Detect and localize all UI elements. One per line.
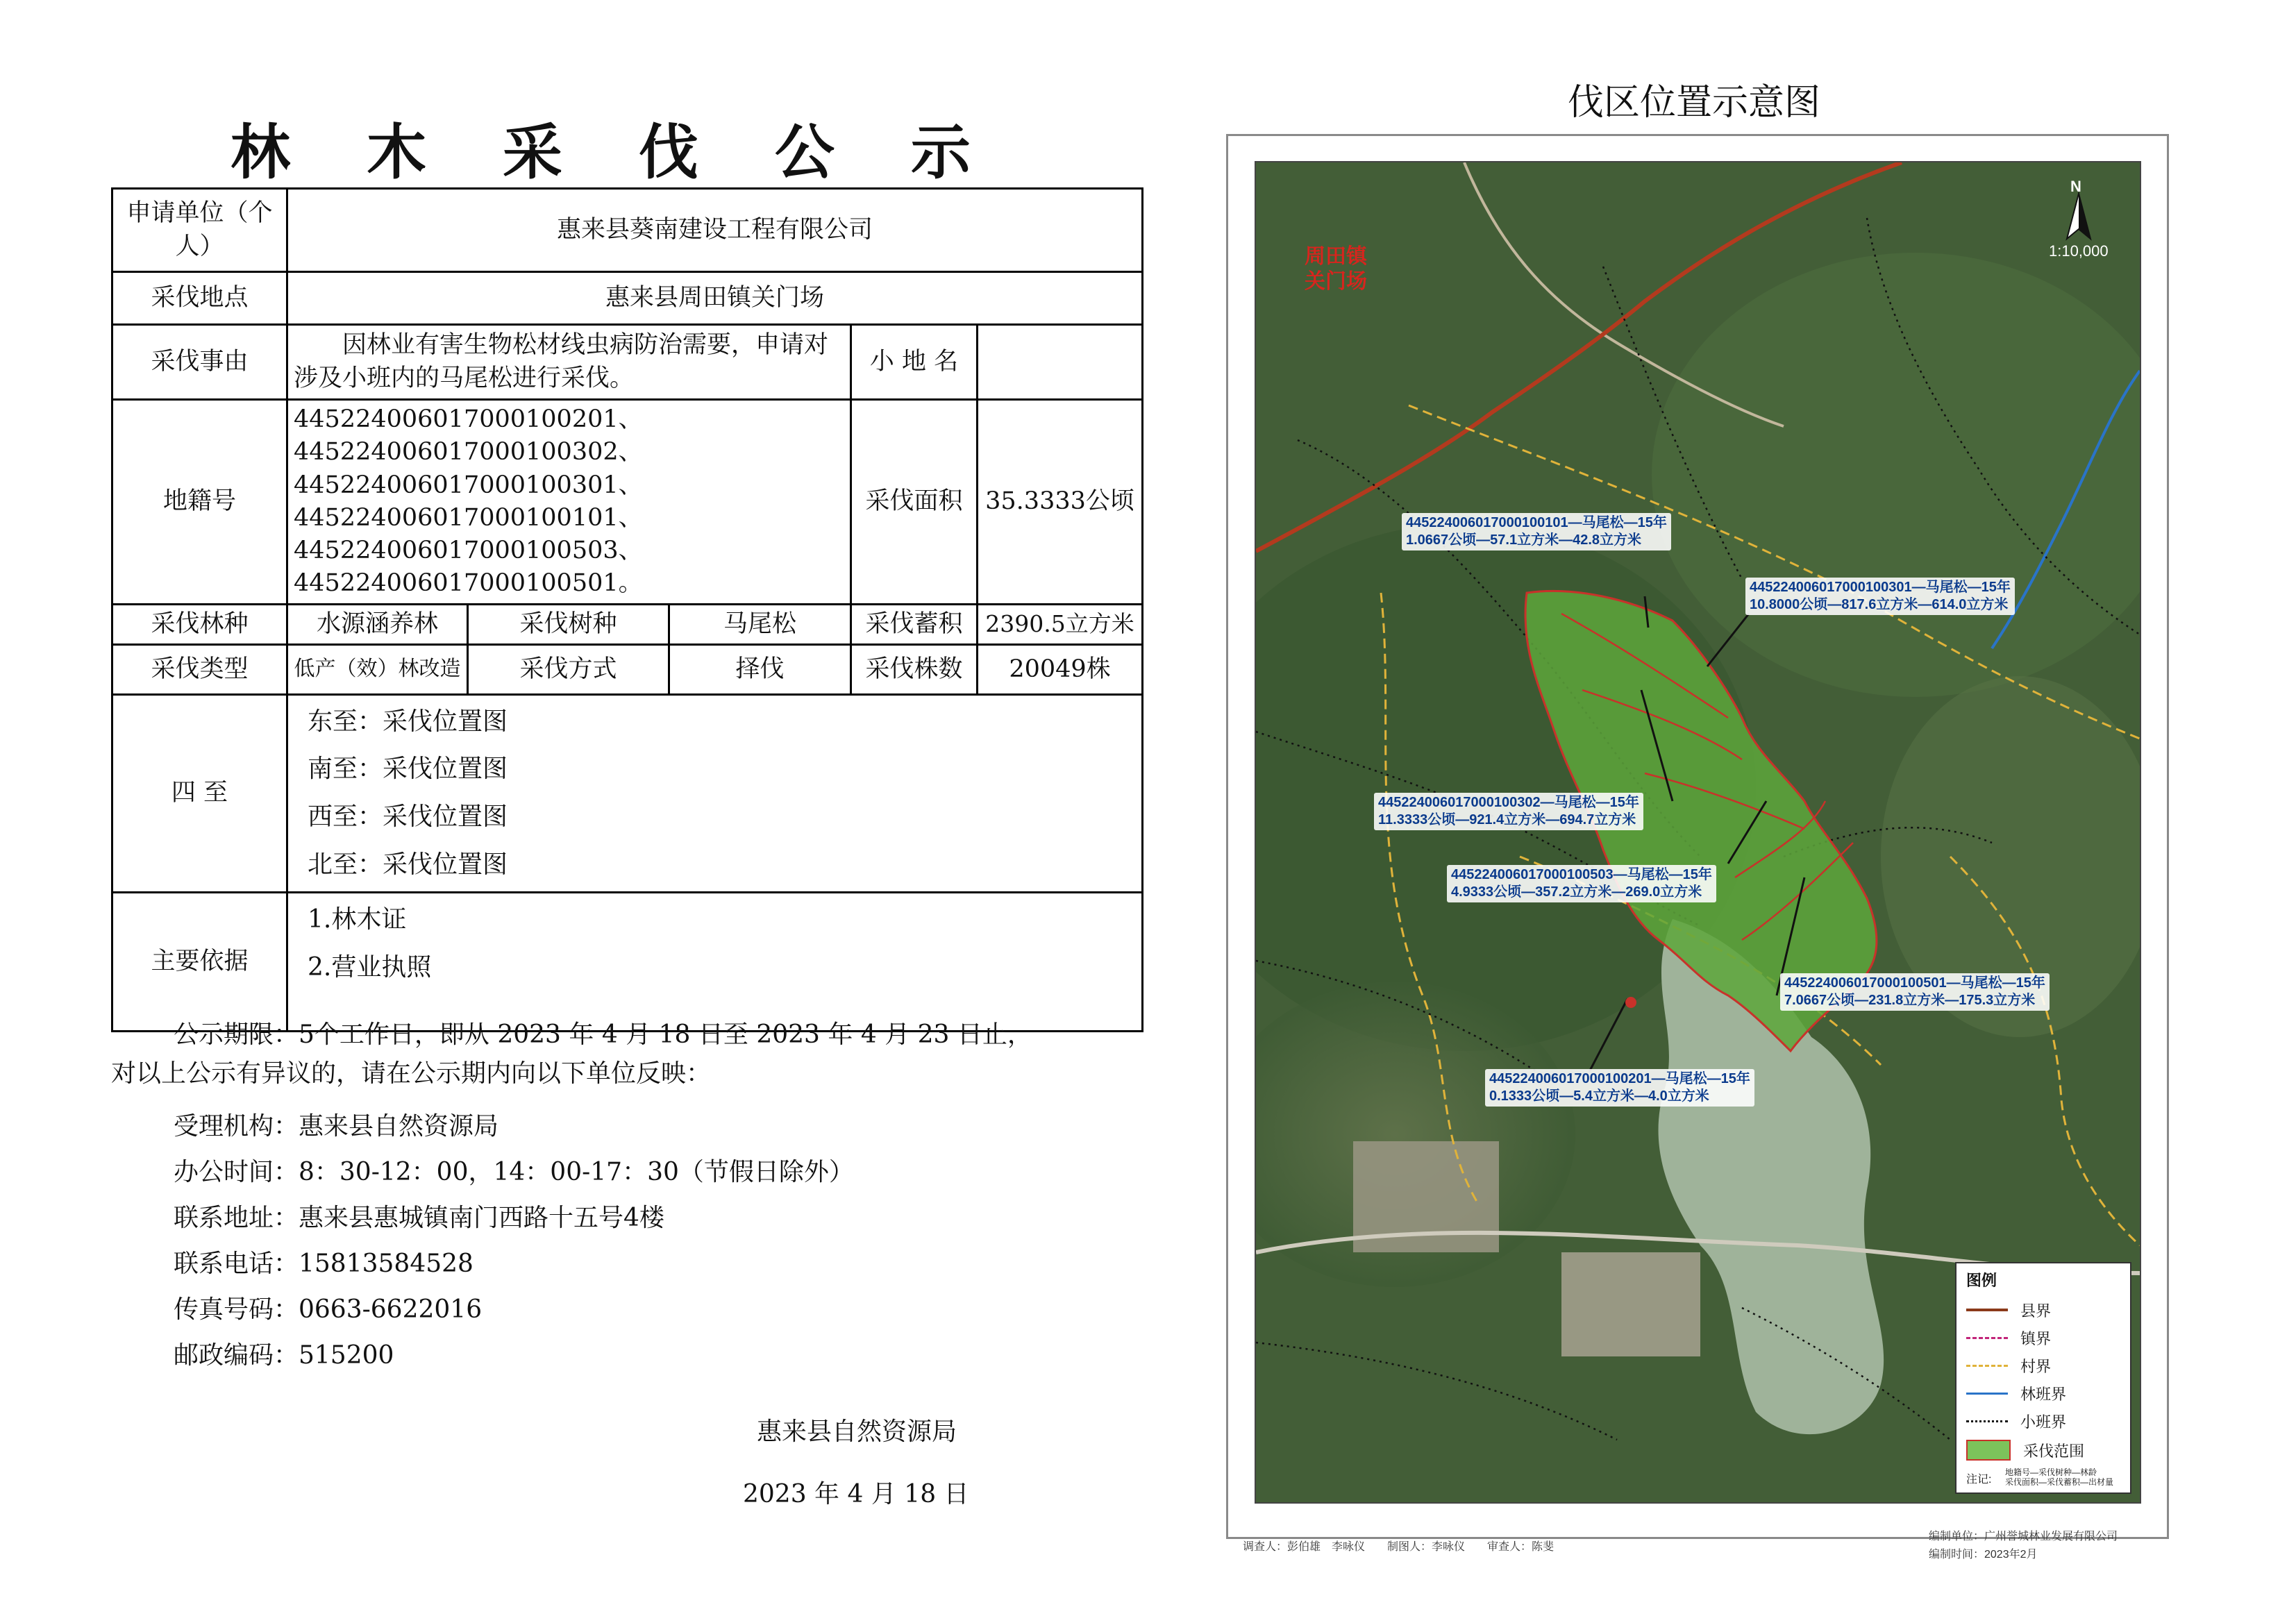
subcompartment-line-icon: [1966, 1420, 2008, 1422]
parcel-label-line: 1.0667公顷—57.1立方米—42.8立方米: [1406, 532, 1642, 548]
boundary-south: 南至：采伐位置图: [308, 755, 508, 784]
legend-label: 县界: [2020, 1302, 2052, 1320]
legend-item-harvest: [1966, 1440, 2084, 1461]
legend-item-compartment: [1966, 1383, 2066, 1404]
contact-fax: 传真号码：0663-6622016: [174, 1295, 483, 1324]
applicant-label: 申请单位（个人）: [112, 189, 287, 272]
period-line-2: 对以上公示有异议的，请在公示期内向以下单位反映：: [111, 1059, 712, 1088]
basis-item: 2.营业执照: [308, 952, 432, 982]
boundary-label: 四 至: [112, 694, 287, 892]
legend-label: 镇界: [2020, 1329, 2052, 1347]
village-name-line: 周田镇: [1305, 244, 1367, 269]
parcel-label-line: 4.9333公顷—357.2立方米—269.0立方米: [1451, 884, 1702, 900]
map-footer-date: 编制时间：2023年2月: [1929, 1549, 2038, 1561]
parcel-label-line: 445224006017000100201—马尾松—15年: [1489, 1071, 1750, 1086]
legend-note-line: 地籍号—采伐树种—林龄: [2005, 1468, 2097, 1477]
small-place-value: [978, 325, 1143, 400]
parcel-label-100301: [1745, 578, 2015, 615]
satellite-map: [1255, 161, 2141, 1504]
parcel-label-line: 445224006017000100501—马尾松—15年: [1784, 975, 2045, 991]
legend-label: 小班界: [2020, 1413, 2067, 1431]
legend-label: 采伐范围: [2023, 1442, 2085, 1460]
notice-title: 林 木 采 伐 公 示: [231, 117, 998, 187]
reason-label: 采伐事由: [112, 325, 287, 400]
cut-method-value: 择伐: [669, 644, 851, 694]
map-footer-org: 编制单位：广州誉城林业发展有限公司: [1929, 1531, 2118, 1542]
area-value: 35.3333公顷: [978, 400, 1143, 605]
cadastral-line: 445224006017000100503、445224006017000100501。: [294, 537, 643, 598]
legend-item-subcompartment: [1966, 1411, 2066, 1431]
boundary-west: 西至：采伐位置图: [308, 802, 508, 831]
basis-item: 1.林木证: [308, 905, 407, 934]
map-legend: [1955, 1262, 2131, 1494]
legend-note-line: 采伐面积—采伐蓄积—出材量: [2005, 1477, 2114, 1488]
harvest-area-icon: [1966, 1440, 2011, 1461]
volume-value: 2390.5立方米: [978, 604, 1143, 644]
applicant-value: 惠来县葵南建设工程有限公司: [287, 189, 1143, 272]
north-label: N: [2070, 178, 2081, 195]
parcel-label-100503: [1447, 865, 1716, 902]
legend-item-town: [1966, 1327, 2051, 1348]
cadastral-label: 地籍号: [112, 400, 287, 605]
parcel-label-line: 11.3333公顷—921.4立方米—694.7立方米: [1378, 812, 1636, 827]
parcel-label-100302: [1374, 793, 1643, 830]
cut-type-label: 采伐类型: [112, 644, 287, 694]
village-name: [1305, 244, 1367, 294]
scale-label: 1:10,000: [2049, 242, 2109, 260]
legend-item-county: [1966, 1300, 2051, 1320]
tree-species-label: 采伐树种: [468, 604, 669, 644]
cut-type-value: 低产（效）林改造: [287, 644, 468, 694]
legend-label: 林班界: [2020, 1385, 2067, 1403]
parcel-label-100201: [1485, 1069, 1754, 1107]
parcel-label-100501: [1780, 973, 2050, 1011]
tree-species-value: 马尾松: [669, 604, 851, 644]
boundary-east: 东至：采伐位置图: [308, 707, 508, 736]
contact-agency: 受理机构：惠来县自然资源局: [174, 1112, 499, 1141]
signature: 惠来县自然资源局: [757, 1418, 957, 1446]
notice-date: 2023 年 4 月 18 日: [743, 1480, 969, 1508]
cadastral-line: 445224006017000100301、445224006017000100101、: [294, 471, 643, 532]
village-name-line: 关门场: [1305, 269, 1367, 294]
village-line-icon: [1966, 1365, 2008, 1367]
legend-label: 村界: [2020, 1357, 2052, 1375]
contact-postcode: 邮政编码：515200: [174, 1341, 394, 1370]
small-harvest-patch: [1625, 997, 1636, 1008]
legend-item-village: [1966, 1355, 2051, 1376]
basis-list: [287, 893, 1143, 1032]
location-label: 采伐地点: [112, 272, 287, 325]
reason-value: 因林业有害生物松材线虫病防治需要，申请对涉及小班内的马尾松进行采伐。: [287, 325, 851, 400]
parcel-label-line: 445224006017000100301—马尾松—15年: [1750, 580, 2011, 595]
map-title: 伐区位置示意图: [1567, 82, 1820, 124]
period-line-1: 公示期限：5个工作日，即从 2023 年 4 月 18 日至 2023 年 4 月 23 日止，: [174, 1020, 1032, 1049]
contact-address: 联系地址：惠来县惠城镇南门西路十五号4楼: [174, 1204, 664, 1232]
cut-method-label: 采伐方式: [468, 644, 669, 694]
cadastral-line: 445224006017000100201、445224006017000100302、: [294, 405, 643, 466]
legend-title: 图例: [1966, 1272, 1997, 1289]
village-block: [1561, 1252, 1700, 1356]
parcel-label-line: 10.8000公顷—817.6立方米—614.0立方米: [1750, 597, 2009, 612]
volume-label: 采伐蓄积: [851, 604, 978, 644]
parcel-label-line: 445224006017000100101—马尾松—15年: [1406, 515, 1667, 530]
parcel-label-line: 445224006017000100302—马尾松—15年: [1378, 795, 1639, 810]
town-line-icon: [1966, 1337, 2008, 1339]
forest-type-label: 采伐林种: [112, 604, 287, 644]
cadastral-numbers: [287, 400, 851, 605]
count-value: 20049株: [978, 644, 1143, 694]
area-label: 采伐面积: [851, 400, 978, 605]
boundary-list: [287, 694, 1143, 892]
boundary-north: 北至：采伐位置图: [308, 850, 508, 879]
map-footer-left: 调查人：彭伯雄 李咏仪 制图人：李咏仪 审查人：陈斐: [1243, 1541, 1555, 1553]
basis-label: 主要依据: [112, 893, 287, 1032]
legend-note-label: 注记:: [1966, 1474, 1992, 1486]
location-value: 惠来县周田镇关门场: [287, 272, 1143, 325]
compartment-line-icon: [1966, 1393, 2008, 1395]
forest-type-value: 水源涵养林: [287, 604, 468, 644]
count-label: 采伐株数: [851, 644, 978, 694]
small-place-label: 小 地 名: [851, 325, 978, 400]
contact-phone: 联系电话：15813584528: [174, 1250, 474, 1278]
parcel-label-line: 7.0667公顷—231.8立方米—175.3立方米: [1784, 993, 2036, 1008]
parcel-label-line: 0.1333公顷—5.4立方米—4.0立方米: [1489, 1088, 1709, 1104]
parcel-label-100101: [1402, 513, 1671, 550]
notice-table: [111, 187, 1143, 1032]
contact-hours: 办公时间：8：30-12：00，14：00-17：30（节假日除外）: [174, 1158, 854, 1186]
parcel-label-line: 445224006017000100503—马尾松—15年: [1451, 867, 1712, 882]
legend-note: [2005, 1468, 2113, 1488]
county-line-icon: [1966, 1309, 2008, 1311]
